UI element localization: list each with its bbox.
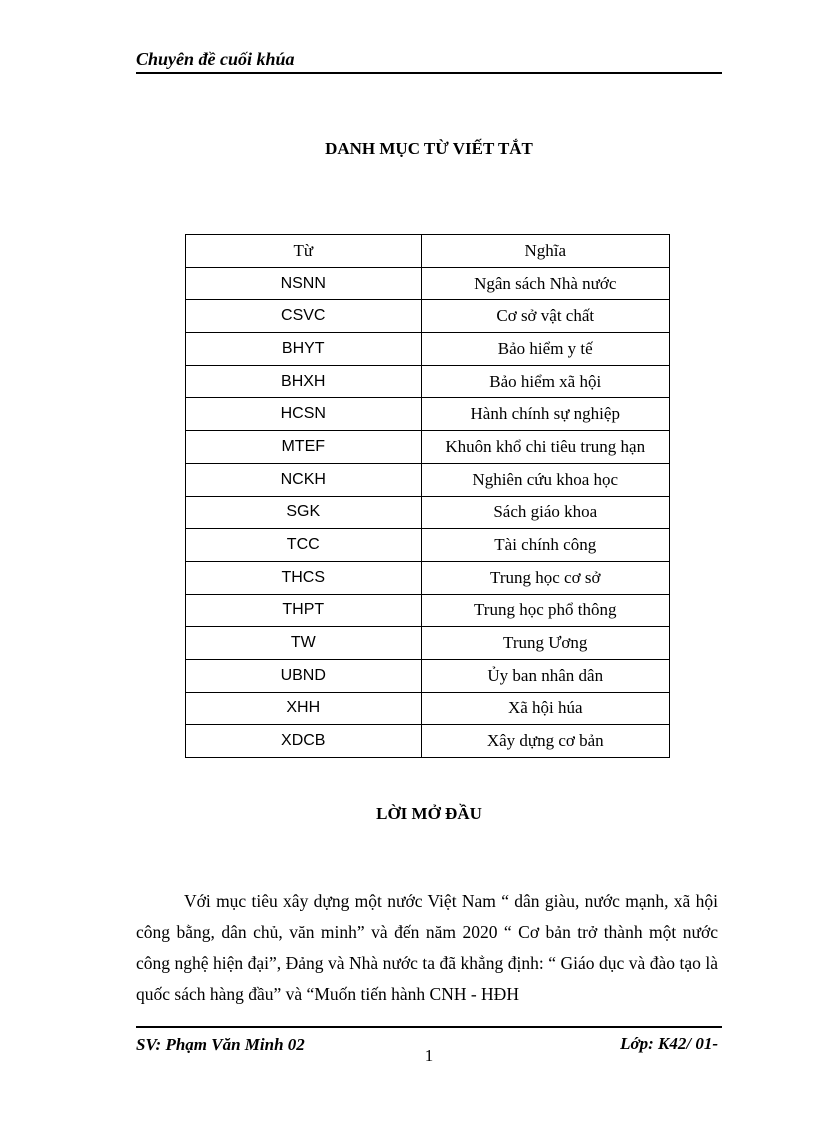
abbreviation-cell: TW (186, 627, 422, 660)
abbreviation-cell: XDCB (186, 725, 422, 758)
meaning-cell: Khuôn khổ chi tiêu trung hạn (421, 431, 670, 464)
abbreviation-cell: UBND (186, 659, 422, 692)
meaning-cell: Tài chính công (421, 529, 670, 562)
meaning-cell: Trung học cơ sở (421, 561, 670, 594)
preface-paragraph: Với mục tiêu xây dựng một nước Việt Nam “ dân giàu, nước mạnh, xã hội công bằng, dân chủ, văn minh” và đến năm 2020 “ Cơ bản trở thành một nước công nghệ hiện đại”, Đảng và Nhà nước ta đã khẳng định: “ Giáo dục và đào tạo là quốc sách hàng đầu” và “Muốn tiến hành CNH - HĐH (136, 890, 718, 1004)
table-row (186, 267, 670, 300)
abbreviation-cell: THCS (186, 561, 422, 594)
meaning-cell: Ngân sách Nhà nước (421, 267, 670, 300)
meaning-cell: Ủy ban nhân dân (421, 659, 670, 692)
meaning-cell: Trung học phổ thông (421, 594, 670, 627)
meaning-cell: Sách giáo khoa (421, 496, 670, 529)
preface-title: LỜI MỞ ĐẦU (376, 804, 482, 823)
abbreviation-cell: MTEF (186, 431, 422, 464)
table-row (186, 365, 670, 398)
table-row (186, 398, 670, 431)
abbreviation-cell: CSVC (186, 300, 422, 333)
abbreviation-cell: SGK (186, 496, 422, 529)
meaning-cell: Xây dựng cơ bản (421, 725, 670, 758)
abbreviations-table (185, 234, 670, 758)
column-header-term: Từ (186, 235, 422, 268)
table-row (186, 692, 670, 725)
page-header (136, 48, 722, 74)
header-title: Chuyên đề cuối khúa (136, 49, 295, 69)
table-row (186, 496, 670, 529)
abbreviation-cell: HCSN (186, 398, 422, 431)
meaning-cell: Trung Ương (421, 627, 670, 660)
table-row (186, 627, 670, 660)
page-number: 1 (424, 1046, 434, 1065)
meaning-cell: Bảo hiểm y tế (421, 333, 670, 366)
table-row (186, 659, 670, 692)
table-row (186, 300, 670, 333)
column-header-meaning: Nghĩa (421, 235, 670, 268)
abbreviation-cell: NSNN (186, 267, 422, 300)
table-row (186, 529, 670, 562)
table-row (186, 333, 670, 366)
table-row (186, 431, 670, 464)
abbreviation-cell: BHYT (186, 333, 422, 366)
abbreviation-cell: BHXH (186, 365, 422, 398)
meaning-cell: Hành chính sự nghiệp (421, 398, 670, 431)
footer-class: Lớp: K42/ 01- (620, 1034, 718, 1053)
abbreviation-cell: TCC (186, 529, 422, 562)
abbreviation-cell: NCKH (186, 463, 422, 496)
table-row (186, 594, 670, 627)
meaning-cell: Xã hội húa (421, 692, 670, 725)
footer-student-name: SV: Phạm Văn Minh 02 (136, 1035, 305, 1054)
table-row (186, 561, 670, 594)
meaning-cell: Bảo hiểm xã hội (421, 365, 670, 398)
table-header-row (186, 235, 670, 268)
table-row (186, 725, 670, 758)
meaning-cell: Cơ sở vật chất (421, 300, 670, 333)
page-footer (136, 1026, 722, 1065)
abbreviation-cell: XHH (186, 692, 422, 725)
abbreviations-title: DANH MỤC TỪ VIẾT TẮT (325, 139, 533, 158)
meaning-cell: Nghiên cứu khoa học (421, 463, 670, 496)
table-row (186, 463, 670, 496)
abbreviation-cell: THPT (186, 594, 422, 627)
